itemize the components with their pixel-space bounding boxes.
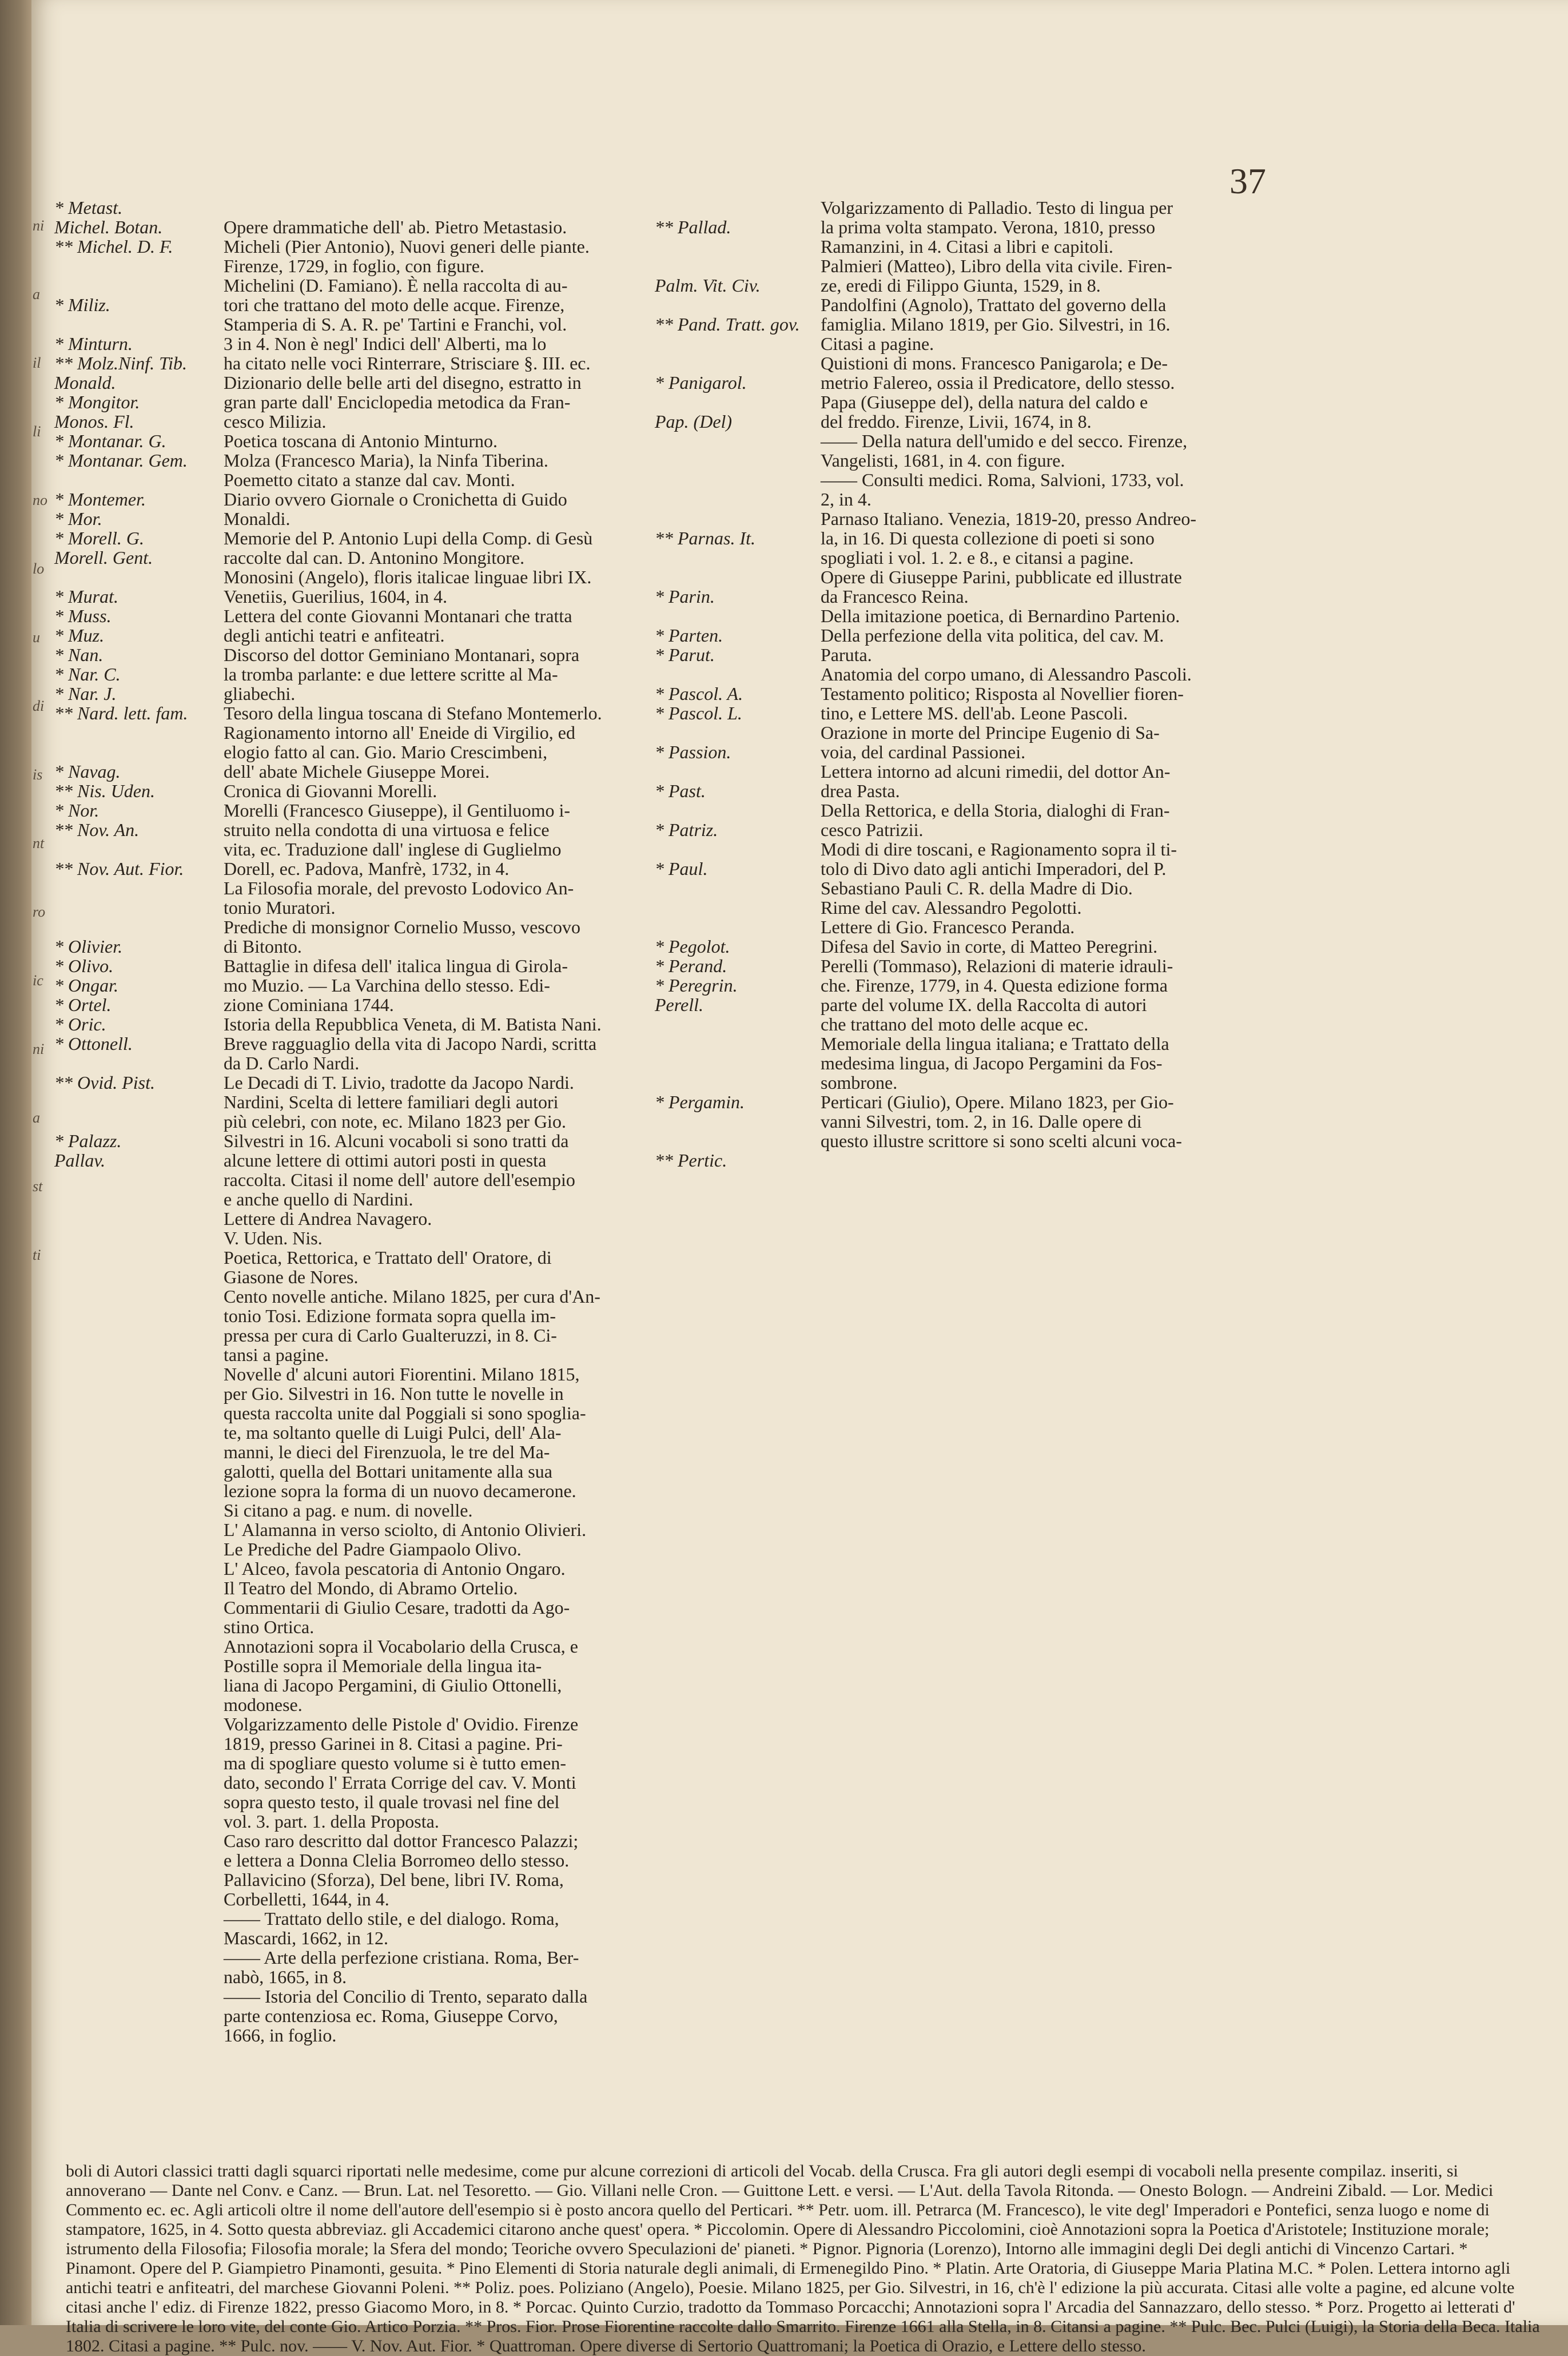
entry-line: dell' abate Michele Giuseppe Morei. xyxy=(224,761,490,782)
abbreviation: ** Michel. D. F. xyxy=(54,236,173,257)
abbreviation: Michel. Botan. xyxy=(54,217,163,237)
gutter-fragment: a xyxy=(33,1109,40,1126)
gutter-fragment: ti xyxy=(33,1247,41,1263)
gutter-fragment: u xyxy=(33,629,40,646)
entry-line: Istoria della Repubblica Veneta, di M. Batista Nani. xyxy=(224,1014,602,1034)
entry-line: Rime del cav. Alessandro Pegolotti. xyxy=(821,897,1082,918)
abbreviation xyxy=(54,898,243,917)
abbreviation: * Panigarol. xyxy=(655,372,747,393)
gutter-fragment: ni xyxy=(33,1041,45,1057)
entry-line: Nardini, Scelta di lettere familiari degli autori xyxy=(224,1092,559,1112)
abbreviation: * Mor. xyxy=(54,508,102,529)
abbreviation xyxy=(655,392,838,412)
entry-line: spogliati i vol. 1. 2. e 8., e citansi a pagine. xyxy=(821,547,1134,568)
abbreviation xyxy=(655,606,838,626)
left-abbreviations-column xyxy=(54,198,243,1170)
entry-line: Lettera del conte Giovanni Montanari che tratta xyxy=(224,606,572,626)
page-number: 37 xyxy=(1229,161,1266,201)
entry-line: Novelle d' alcuni autori Fiorentini. Milano 1815, xyxy=(224,1364,580,1384)
entry-line: tonio Tosi. Edizione formata sopra quella im- xyxy=(224,1306,556,1326)
abbreviation: * Pascol. L. xyxy=(655,703,742,723)
entry-line: che. Firenze, 1779, in 4. Questa edizione forma xyxy=(821,975,1168,996)
abbreviation: * Metast. xyxy=(54,197,123,218)
entry-line: da Francesco Reina. xyxy=(821,586,969,607)
entry-line: Vangelisti, 1681, in 4. con figure. xyxy=(821,450,1065,471)
entry-line: gran parte dall' Enciclopedia metodica da Fran- xyxy=(224,392,571,412)
abbreviation xyxy=(655,1112,838,1131)
entry-line: Perelli (Tommaso), Relazioni di materie idrauli- xyxy=(821,956,1173,976)
entry-line: Molza (Francesco Maria), la Ninfa Tiberina. xyxy=(224,450,548,471)
abbreviation xyxy=(54,256,243,276)
entry-line: nabò, 1665, in 8. xyxy=(224,1967,347,1987)
entry-line: Postille sopra il Memoriale della lingua ita- xyxy=(224,1655,542,1676)
abbreviation xyxy=(655,489,838,509)
entry-line: Lettera intorno ad alcuni rimedii, del dottor An- xyxy=(821,761,1171,782)
entry-line: alcune lettere di ottimi autori posti in questa xyxy=(224,1150,547,1171)
abbreviation: Morell. Gent. xyxy=(54,547,153,568)
abbreviation xyxy=(655,839,838,859)
abbreviation: ** Ovid. Pist. xyxy=(54,1072,155,1093)
abbreviation xyxy=(655,451,838,470)
entry-line: metrio Falereo, ossia il Predicatore, dello stesso. xyxy=(821,372,1175,393)
entry-line: che trattano del moto delle acque ec. xyxy=(821,1014,1089,1034)
entry-line: tino, e Lettere MS. dell'ab. Leone Pascoli. xyxy=(821,703,1128,723)
entry-line: Difesa del Savio in corte, di Matteo Peregrini. xyxy=(821,936,1158,957)
abbreviation: * Olivier. xyxy=(54,936,123,957)
abbreviation xyxy=(54,878,243,898)
abbreviation xyxy=(54,1092,243,1112)
entry-line: parte del volume IX. della Raccolta di autori xyxy=(821,994,1147,1015)
gutter-fragment: lo xyxy=(33,560,45,577)
abbreviation xyxy=(655,567,838,587)
abbreviation xyxy=(655,664,838,684)
entry-line: —— Arte della perfezione cristiana. Roma, Ber- xyxy=(224,1947,579,1968)
entry-line: struito nella condotta di una virtuosa e felice xyxy=(224,819,550,840)
entry-line: la tromba parlante: e due lettere scritte al Ma- xyxy=(224,664,558,684)
abbreviation xyxy=(655,334,838,353)
gutter-fragment: ro xyxy=(33,904,46,920)
abbreviation: * Montanar. G. xyxy=(54,431,166,451)
entry-line: Corbelletti, 1644, in 4. xyxy=(224,1889,389,1909)
abbreviation: * Parut. xyxy=(655,644,715,665)
abbreviation xyxy=(655,548,838,567)
entry-line: elogio fatto al can. Gio. Mario Crescimbeni, xyxy=(224,742,548,762)
entry-line: Testamento politico; Risposta al Novellier fioren- xyxy=(821,683,1184,704)
abbreviation: * Nor. xyxy=(54,800,100,821)
entry-line: di Bitonto. xyxy=(224,936,302,957)
abbreviation: * Palazz. xyxy=(54,1131,122,1151)
entry-line: da D. Carlo Nardi. xyxy=(224,1053,360,1073)
entry-line: liana di Jacopo Pergamini, di Giulio Ottonelli, xyxy=(224,1675,562,1696)
entry-line: modonese. xyxy=(224,1694,303,1715)
gutter-fragment: ic xyxy=(33,972,43,989)
entry-line: Prediche di monsignor Cornelio Musso, vescovo xyxy=(224,917,580,937)
entry-line: galotti, quella del Bottari unitamente alla sua xyxy=(224,1461,552,1482)
entry-line: te, ma soltanto quelle di Luigi Pulci, dell' Ala- xyxy=(224,1422,562,1443)
entry-line: e lettera a Donna Clelia Borromeo dello stesso. xyxy=(224,1850,570,1871)
abbreviation: * Parin. xyxy=(655,586,715,607)
gutter-fragment: a xyxy=(33,286,40,303)
abbreviation: * Pegolot. xyxy=(655,936,730,957)
entry-line: la, in 16. Di questa collezione di poeti si sono xyxy=(821,528,1155,548)
abbreviation xyxy=(655,801,838,820)
entry-line: parte contenziosa ec. Roma, Giuseppe Corvo, xyxy=(224,2005,558,2026)
entry-line: Michelini (D. Famiano). È nella raccolta di au- xyxy=(224,275,568,296)
abbreviation: Monos. Fl. xyxy=(54,411,134,432)
entry-line: Breve ragguaglio della vita di Jacopo Nardi, scritta xyxy=(224,1033,597,1054)
abbreviation xyxy=(54,315,243,334)
entry-line: 1819, presso Garinei in 8. Citasi a pagine. Pri- xyxy=(224,1733,563,1754)
entry-line: Firenze, 1729, in foglio, con figure. xyxy=(224,256,484,276)
entry-line: Palmieri (Matteo), Libro della vita civile. Firen- xyxy=(821,256,1172,276)
entry-line: Cento novelle antiche. Milano 1825, per cura d'An- xyxy=(224,1286,600,1307)
gutter-fragment: il xyxy=(33,355,41,371)
entry-line: Opere di Giuseppe Parini, pubblicate ed illustrate xyxy=(821,567,1182,587)
abbreviation xyxy=(655,1014,838,1034)
abbreviation: Perell. xyxy=(655,994,703,1015)
entry-line: vanni Silvestri, tom. 2, in 16. Dalle opere di xyxy=(821,1111,1142,1132)
abbreviation: ** Pertic. xyxy=(655,1150,727,1171)
entry-line: Lettere di Gio. Francesco Peranda. xyxy=(821,917,1075,937)
abbreviation xyxy=(655,1034,838,1053)
entry-line: per Gio. Silvestri in 16. Non tutte le novelle in xyxy=(224,1383,564,1404)
entry-line: Cronica di Giovanni Morelli. xyxy=(224,781,437,801)
entry-line: mo Muzio. — La Varchina dello stesso. Edi- xyxy=(224,975,550,996)
entry-line: 3 in 4. Non è negl' Indici dell' Alberti, ma lo xyxy=(224,333,547,354)
entry-line: Citasi a pagine. xyxy=(821,333,934,354)
entry-line: Tesoro della lingua toscana di Stefano Montemerlo. xyxy=(224,703,602,723)
abbreviation xyxy=(655,762,838,781)
entry-line: Poemetto citato a stanze dal cav. Monti. xyxy=(224,469,515,490)
gutter-fragment: no xyxy=(33,492,47,508)
abbreviation: * Muz. xyxy=(54,625,105,646)
entry-line: più celebri, con note, ec. Milano 1823 per Gio. xyxy=(224,1111,566,1132)
entry-line: Orazione in morte del Principe Eugenio di Sa- xyxy=(821,722,1160,743)
entry-line: la prima volta stampato. Verona, 1810, presso xyxy=(821,217,1156,237)
entry-line: Lettere di Andrea Navagero. xyxy=(224,1208,432,1229)
entry-line: lezione sopra la forma di un nuovo decamerone. xyxy=(224,1481,576,1501)
entry-line: raccolte dal can. D. Antonino Mongitore. xyxy=(224,547,525,568)
continuation-text: boli di Autori classici tratti dagli squarci riportati nelle medesime, come pur alcune correzioni di articoli del Vocab. della Crusca. Fra gli autori degli esempi di vocaboli nella presente compilaz. inseriti, si annoverano — Dante nel Conv. e Canz. — Brun. Lat. nel Tesoretto. — Gio. Villani nelle Cron. — Guittone Lett. e versi. — L'Aut. della Tavola Ritonda. — Onesto Bologn. — Andreini Zibald. — Lor. Medici Commento ec. ec. Agli articoli oltre il nome dell'autore dell'esempio si è posto ancora quello del Perticari. ** Petr. uom. ill. Petrarca (M. Francesco), le vite degl' Imperadori e Pontefici, senza luogo e nome di stampatore, 1625, in 4. Sotto questa abbreviaz. gli Accademici citarono anche quest' opera. * Piccolomin. Opere di Alessandro Piccolomini, cioè Annotazioni sopra la Poetica d'Aristotele; Instituzione morale; istrumento della Filosofia; Filosofia morale; la Sfera del mondo; Teoriche ovvero Speculazioni de' pianeti. * Pignor. Pignoria (Lorenzo), Intorno alle immagini degli Dei degli antichi di Vincenzo Cartari. * Pinamont. Opere del P. Giampietro Pinamonti, gesuita. * Pino Elementi di Storia naturale degli animali, di Ermenegildo Pino. * Platin. Arte Oratoria, di Giuseppe Maria Platina M.C. * Polen. Lettera intorno agli antichi teatri e anfiteatri, del marchese Giovanni Poleni. ** Poliz. poes. Poliziano (Angelo), Poesie. Milano 1825, per Gio. Silvestri, in 16, ch'è l' edizione la più accurata. Citasi alle volte a pagine, ed alcune volte citasi anche l' ediz. di Firenze 1822, presso Giacomo Moro, in 8. * Porcac. Quinto Curzio, tradotto da Tommaso Porcacchi; Annotazioni sopra l' Arcadia del Sannazzaro, dello stesso. * Porz. Progetto ai letterati d' Italia di scrivere le loro vite, del conte Gio. Artico Porzia. ** Pros. Fior. Prose Fiorentine raccolte dallo Smarrito. Firenze 1661 alla Stella, in 8. Citansi a pagine. ** Pulc. Bec. Pulci (Luigi), la Storia della Beca. Italia 1802. Citasi a pagine. ** Pulc. nov. —— V. Nov. Aut. Fior. * Quattroman. Opere diverse di Sertorio Quattromani; la Poetica di Orazio, e Lettere dello stesso. xyxy=(66,2162,1540,2355)
entry-line: Le Decadi di T. Livio, tradotte da Jacopo Nardi. xyxy=(224,1072,574,1093)
entry-line: cesco Milizia. xyxy=(224,411,327,432)
entry-line: pressa per cura di Carlo Gualteruzzi, in 8. Ci- xyxy=(224,1325,557,1346)
entry-line: Mascardi, 1662, in 12. xyxy=(224,1928,388,1948)
abbreviation: * Ongar. xyxy=(54,975,119,996)
entry-line: Commentarii di Giulio Cesare, tradotti da Ago- xyxy=(224,1597,570,1618)
entry-line: L' Alceo, favola pescatoria di Antonio Ongaro. xyxy=(224,1558,566,1579)
entry-line: vita, ec. Traduzione dall' inglese di Guglielmo xyxy=(224,839,562,859)
entry-line: ha citato nelle voci Rinterrare, Strisciare §. III. ec. xyxy=(224,353,591,373)
entry-line: Memoriale della lingua italiana; e Trattato della xyxy=(821,1033,1169,1054)
entry-line: Dizionario delle belle arti del disegno, estratto in xyxy=(224,372,582,393)
abbreviation: * Pascol. A. xyxy=(655,683,743,704)
gutter-fragment: nt xyxy=(33,835,45,851)
entry-line: Parnaso Italiano. Venezia, 1819-20, presso Andreo- xyxy=(821,508,1197,529)
entry-line: Volgarizzamento delle Pistole d' Ovidio. Firenze xyxy=(224,1714,579,1734)
abbreviation: * Passion. xyxy=(655,742,731,762)
entry-line: Della Rettorica, e della Storia, dialoghi di Fran- xyxy=(821,800,1170,821)
abbreviation xyxy=(655,917,838,937)
entry-line: —— Trattato dello stile, e del dialogo. Roma, xyxy=(224,1908,559,1929)
abbreviation: * Pergamin. xyxy=(655,1092,745,1112)
entry-line: Opere drammatiche dell' ab. Pietro Metastasio. xyxy=(224,217,567,237)
entry-line: Ramanzini, in 4. Citasi a libri e capitoli. xyxy=(821,236,1113,257)
entry-line: ze, eredi di Filippo Giunta, 1529, in 8. xyxy=(821,275,1101,296)
entry-line: Modi di dire toscani, e Ragionamento sopra il ti- xyxy=(821,839,1177,859)
abbreviation: * Miliz. xyxy=(54,294,110,315)
entry-line: La Filosofia morale, del prevosto Lodovico An- xyxy=(224,878,574,898)
entry-line: Papa (Giuseppe del), della natura del caldo e xyxy=(821,392,1148,412)
abbreviation xyxy=(54,742,243,762)
abbreviation: * Past. xyxy=(655,781,706,801)
abbreviation: ** Parnas. It. xyxy=(655,528,755,548)
abbreviation: * Ortel. xyxy=(54,994,112,1015)
entry-line: Sebastiano Pauli C. R. della Madre di Dio. xyxy=(821,878,1133,898)
entry-line: Le Prediche del Padre Giampaolo Olivo. xyxy=(224,1539,522,1559)
entry-line: 2, in 4. xyxy=(821,489,871,510)
gutter-fragment: is xyxy=(33,766,43,783)
abbreviation: ** Nov. An. xyxy=(54,819,140,840)
abbreviation xyxy=(54,276,243,295)
abbreviation: * Muss. xyxy=(54,606,112,626)
entry-line: Micheli (Pier Antonio), Nuovi generi delle piante. xyxy=(224,236,590,257)
gutter-fragment: st xyxy=(33,1178,43,1195)
entry-line: zione Cominiana 1744. xyxy=(224,994,394,1015)
abbreviation xyxy=(54,470,243,489)
entry-line: —— Istoria del Concilio di Trento, separato dalla xyxy=(224,1986,588,2007)
entry-line: L' Alamanna in verso sciolto, di Antonio Olivieri. xyxy=(224,1519,587,1540)
entry-line: medesima lingua, di Jacopo Pergamini da Fos- xyxy=(821,1053,1163,1073)
abbreviation: * Patriz. xyxy=(655,819,718,840)
abbreviation: * Peregrin. xyxy=(655,975,738,996)
entry-line: Discorso del dottor Geminiano Montanari, sopra xyxy=(224,644,580,665)
abbreviation: Pallav. xyxy=(54,1150,106,1171)
entry-line: Stamperia di S. A. R. pe' Tartini e Franchi, vol. xyxy=(224,314,567,335)
entry-line: Annotazioni sopra il Vocabolario della Crusca, e xyxy=(224,1636,578,1657)
abbreviation xyxy=(655,237,838,256)
entry-line: vol. 3. part. 1. della Proposta. xyxy=(224,1811,439,1832)
abbreviation xyxy=(655,295,838,315)
entry-line: Poetica toscana di Antonio Minturno. xyxy=(224,431,498,451)
abbreviation: * Murat. xyxy=(54,586,118,607)
abbreviation xyxy=(655,256,838,276)
abbreviation: * Parten. xyxy=(655,625,723,646)
book-page xyxy=(31,0,1568,2355)
entry-line: Della imitazione poetica, di Bernardino Partenio. xyxy=(821,606,1180,626)
gutter-fragment: ni xyxy=(33,217,45,234)
entry-line: Ragionamento intorno all' Eneide di Virgilio, ed xyxy=(224,722,575,743)
entry-line: Pandolfini (Agnolo), Trattato del governo della xyxy=(821,294,1167,315)
entry-line: Quistioni di mons. Francesco Panigarola; e De- xyxy=(821,353,1168,373)
entry-line: e anche quello di Nardini. xyxy=(224,1189,413,1209)
abbreviation: ** Nard. lett. fam. xyxy=(54,703,188,723)
abbreviation: Pap. (Del) xyxy=(655,411,733,432)
abbreviation xyxy=(655,878,838,898)
abbreviation: * Nan. xyxy=(54,644,104,665)
gutter-fragment: li xyxy=(33,423,41,440)
entry-line: tori che trattano del moto delle acque. Firenze, xyxy=(224,294,565,315)
entry-line: V. Uden. Nis. xyxy=(224,1228,323,1248)
entry-line: cesco Patrizii. xyxy=(821,819,924,840)
entry-line: drea Pasta. xyxy=(821,781,900,801)
abbreviation: ** Pand. Tratt. gov. xyxy=(655,314,800,335)
abbreviation xyxy=(655,1131,838,1151)
entry-line: Battaglie in difesa dell' italica lingua di Girola- xyxy=(224,956,568,976)
abbreviation: ** Nov. Aut. Fior. xyxy=(54,858,184,879)
entry-line: Silvestri in 16. Alcuni vocaboli si sono tratti da xyxy=(224,1131,569,1151)
abbreviation: * Perand. xyxy=(655,956,727,976)
gutter-fragment: di xyxy=(33,698,45,714)
abbreviation: * Ottonell. xyxy=(54,1033,133,1054)
abbreviation: * Mongitor. xyxy=(54,392,140,412)
abbreviation: * Olivo. xyxy=(54,956,114,976)
abbreviation xyxy=(655,353,838,373)
abbreviation: * Oric. xyxy=(54,1014,106,1034)
abbreviation: * Montanar. Gem. xyxy=(54,450,188,471)
entry-line: Caso raro descritto dal dottor Francesco Palazzi; xyxy=(224,1830,579,1851)
entry-line: sombrone. xyxy=(821,1072,898,1093)
entry-line: tolo di Divo dato agli antichi Imperadori, del P. xyxy=(821,858,1167,879)
abbreviation xyxy=(54,567,243,587)
right-entries-column xyxy=(821,198,1278,1151)
abbreviation: * Minturn. xyxy=(54,333,133,354)
abbreviation: * Navag. xyxy=(54,761,121,782)
entry-line: manni, le dieci del Firenzuola, le tre del Ma- xyxy=(224,1442,550,1462)
abbreviation xyxy=(655,898,838,917)
book-binding-edge xyxy=(0,0,34,2325)
entry-line: Giasone de Nores. xyxy=(224,1267,359,1287)
abbreviation xyxy=(655,1073,838,1092)
abbreviation: * Montemer. xyxy=(54,489,146,510)
entry-line: tansi a pagine. xyxy=(224,1344,329,1365)
abbreviation xyxy=(655,1053,838,1073)
entry-line: famiglia. Milano 1819, per Gio. Silvestri, in 16. xyxy=(821,314,1171,335)
left-entries-column xyxy=(224,217,681,2045)
abbreviation xyxy=(655,509,838,528)
abbreviation xyxy=(54,1112,243,1131)
abbreviation xyxy=(54,839,243,859)
entry-line: voia, del cardinal Passionei. xyxy=(821,742,1026,762)
entry-line: 1666, in foglio. xyxy=(224,2025,337,2045)
entry-line: questo illustre scrittore si sono scelti alcuni voca- xyxy=(821,1131,1182,1151)
abbreviation xyxy=(655,723,838,742)
entry-line: questa raccolta unite dal Poggiali si sono spoglia- xyxy=(224,1403,586,1423)
entry-line: Memorie del P. Antonio Lupi della Comp. di Gesù xyxy=(224,528,593,548)
entry-line: tonio Muratori. xyxy=(224,897,336,918)
entry-line: Il Teatro del Mondo, di Abramo Ortelio. xyxy=(224,1578,518,1598)
entry-line: Perticari (Giulio), Opere. Milano 1823, per Gio- xyxy=(821,1092,1174,1112)
entry-line: stino Ortica. xyxy=(224,1617,315,1637)
right-abbreviations-column xyxy=(655,217,838,1170)
entry-line: raccolta. Citasi il nome dell' autore dell'esempio xyxy=(224,1169,575,1190)
entry-line: Della perfezione della vita politica, del cav. M. xyxy=(821,625,1164,646)
entry-line: Anatomia del corpo umano, di Alessandro Pascoli. xyxy=(821,664,1192,684)
entry-line: gliabechi. xyxy=(224,683,296,704)
abbreviation xyxy=(54,723,243,742)
abbreviation: * Nar. C. xyxy=(54,664,121,684)
entry-line: Monaldi. xyxy=(224,508,290,529)
abbreviation xyxy=(655,431,838,451)
entry-line: —— Consulti medici. Roma, Salvioni, 1733, vol. xyxy=(821,469,1184,490)
entry-line: del freddo. Firenze, Livii, 1674, in 8. xyxy=(821,411,1092,432)
abbreviation: Palm. Vit. Civ. xyxy=(655,275,761,296)
entry-line: degli antichi teatri e anfiteatri. xyxy=(224,625,445,646)
entry-line: —— Della natura dell'umido e del secco. Firenze, xyxy=(821,431,1188,451)
entry-line: Si citano a pag. e num. di novelle. xyxy=(224,1500,473,1521)
abbreviation xyxy=(54,1053,243,1073)
entry-line: Morelli (Francesco Giuseppe), il Gentiluomo i- xyxy=(224,800,571,821)
abbreviation: ** Pallad. xyxy=(655,217,731,237)
entry-line: Poetica, Rettorica, e Trattato dell' Oratore, di xyxy=(224,1247,552,1268)
abbreviation: ** Molz.Ninf. Tib. xyxy=(54,353,188,373)
entry-line: Pallavicino (Sforza), Del bene, libri IV. Roma, xyxy=(224,1869,564,1890)
entry-line: sopra questo testo, il quale trovasi nel fine del xyxy=(224,1792,560,1812)
entry-line: Diario ovvero Giornale o Cronichetta di Guido xyxy=(224,489,567,510)
abbreviation: * Paul. xyxy=(655,858,708,879)
abbreviation: Monald. xyxy=(54,372,116,393)
entry-line: Monosini (Angelo), floris italicae linguae libri IX. xyxy=(224,567,592,587)
entry-line: Paruta. xyxy=(821,644,872,665)
abbreviation: * Nar. J. xyxy=(54,683,117,704)
abbreviation: * Morell. G. xyxy=(54,528,145,548)
abbreviation xyxy=(54,917,243,937)
abbreviation: ** Nis. Uden. xyxy=(54,781,155,801)
entry-line: dato, secondo l' Errata Corrige del cav. V. Monti xyxy=(224,1772,576,1793)
entry-line: Dorell, ec. Padova, Manfrè, 1732, in 4. xyxy=(224,858,510,879)
entry-line: Venetiis, Guerilius, 1604, in 4. xyxy=(224,586,448,607)
entry-line: ma di spogliare questo volume si è tutto emen- xyxy=(224,1753,566,1773)
abbreviation xyxy=(655,470,838,489)
entry-line: Volgarizzamento di Palladio. Testo di lingua per xyxy=(821,197,1173,218)
